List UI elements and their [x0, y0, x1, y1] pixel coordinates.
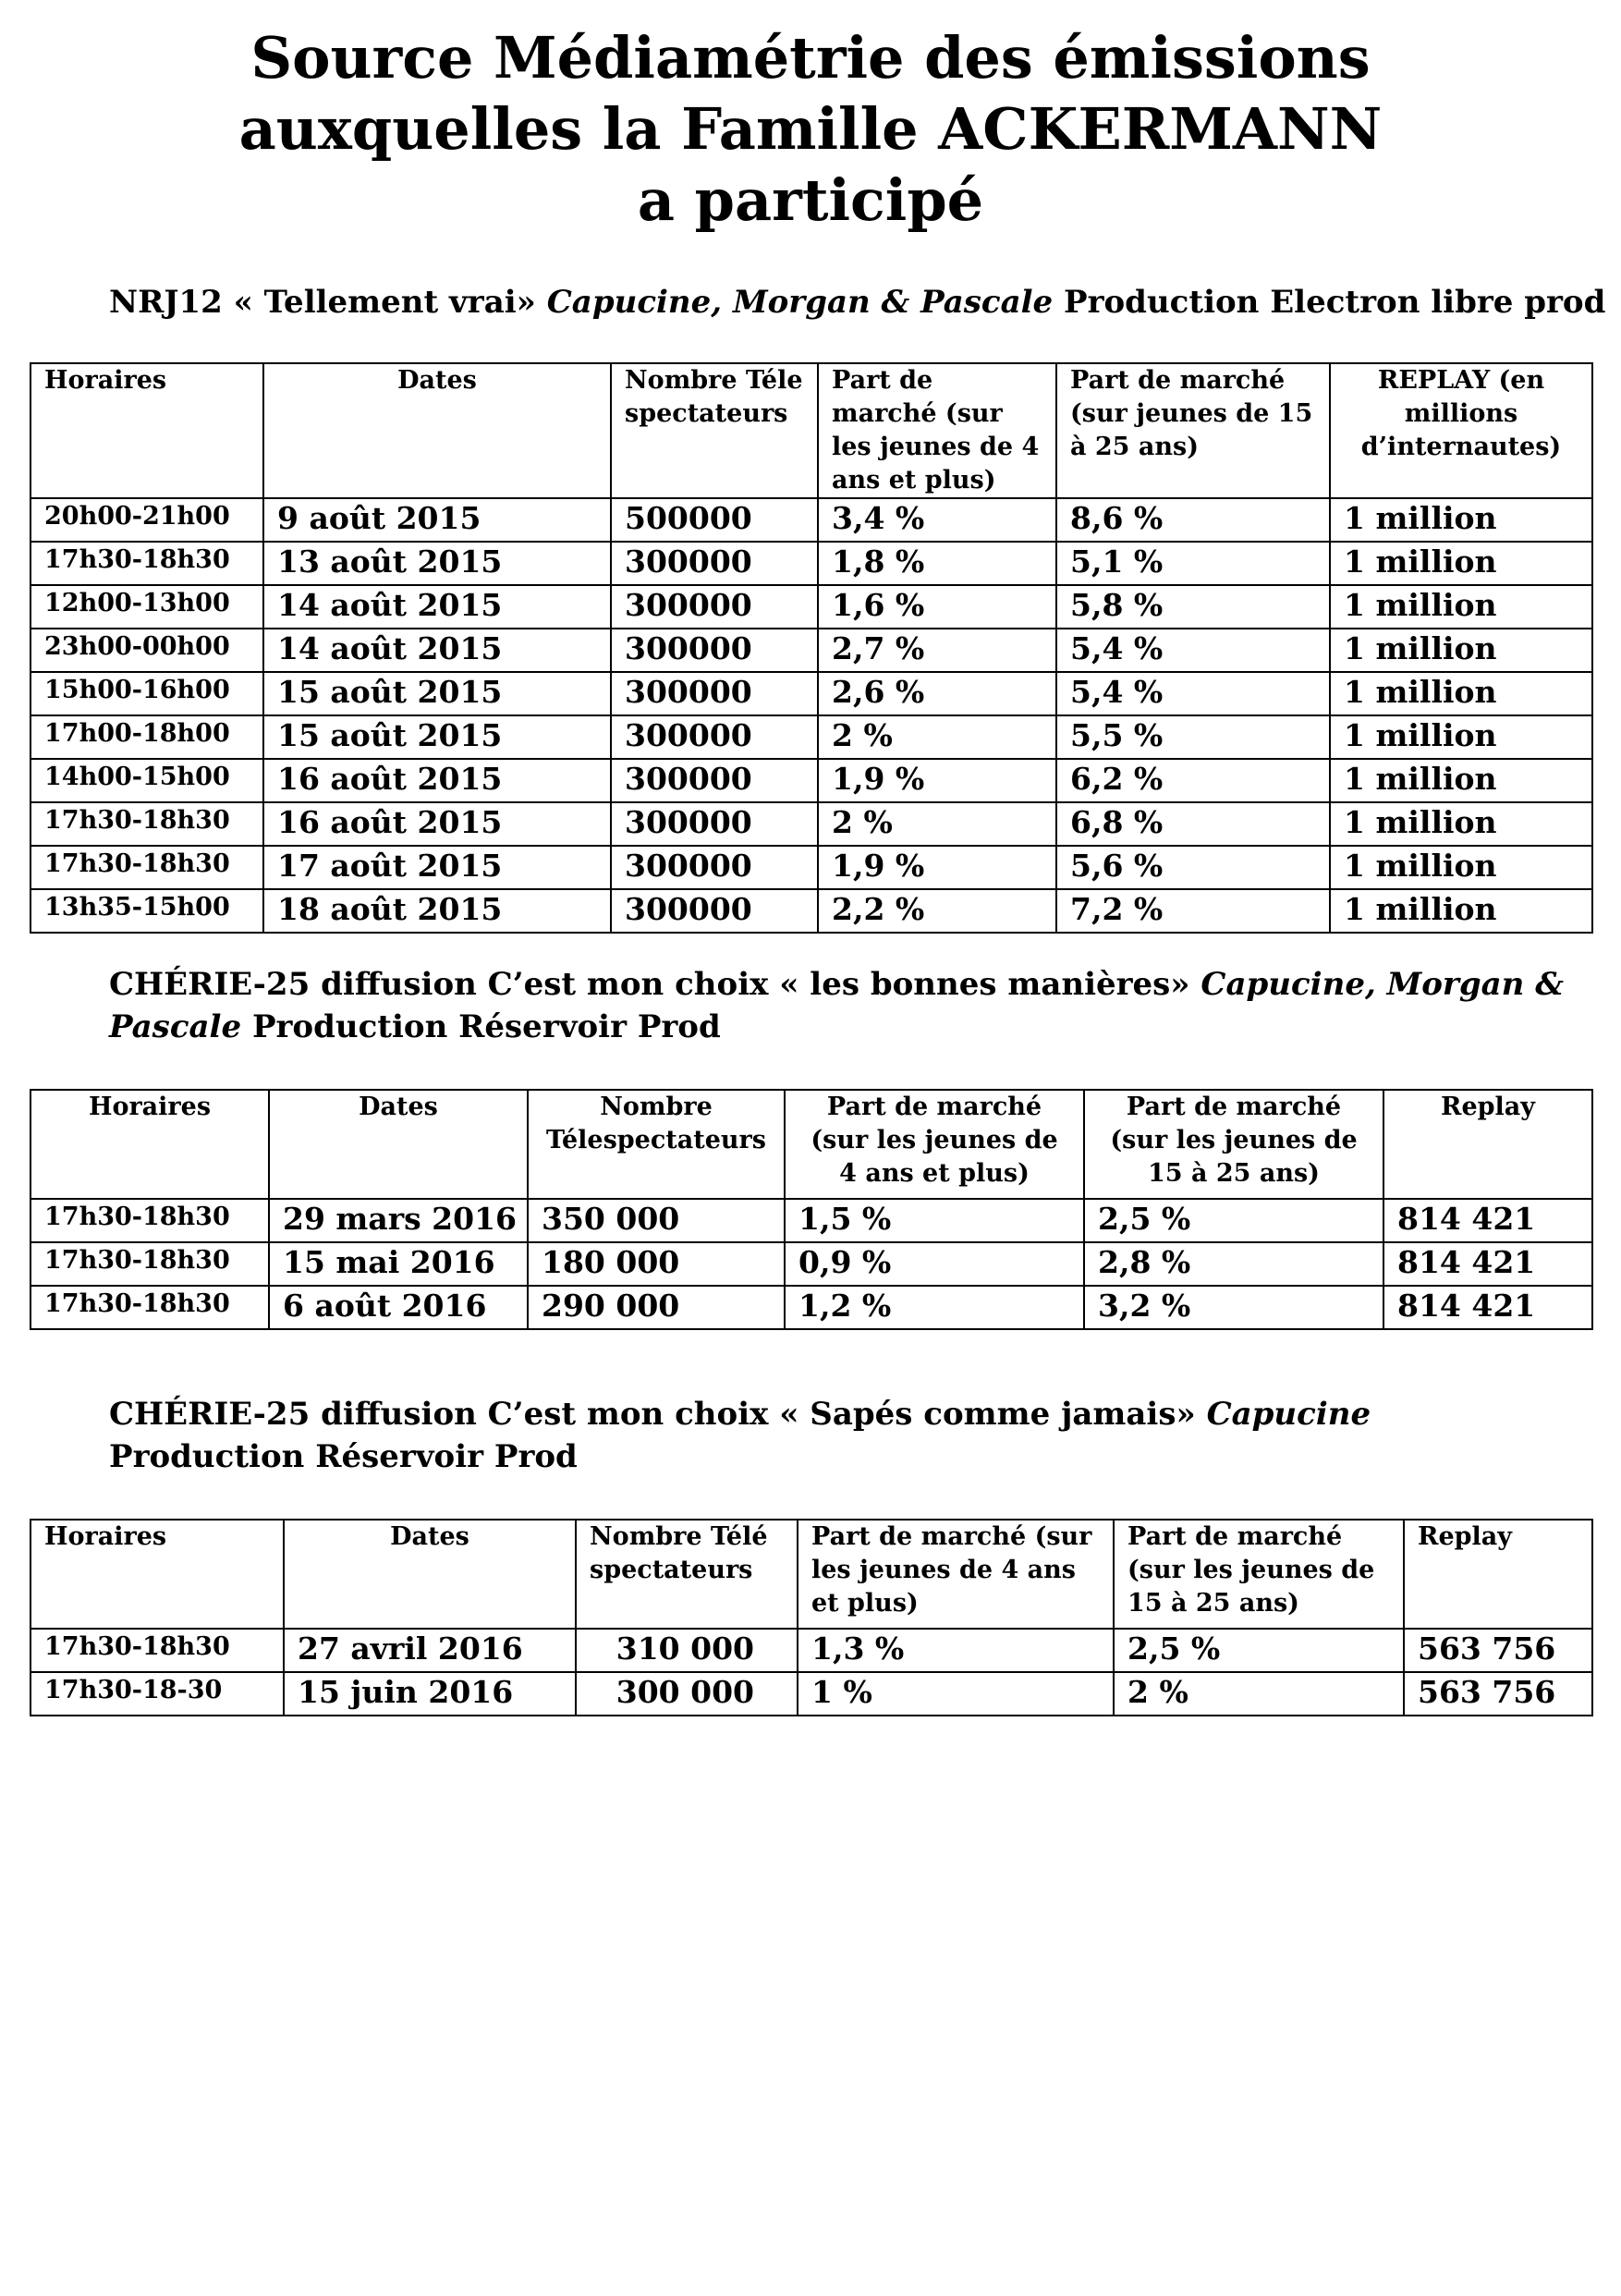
table-cell: 5,6 %	[1056, 846, 1330, 889]
table-cell: 2,8 %	[1084, 1242, 1383, 1286]
table-cell: 563 756	[1404, 1629, 1592, 1672]
table-cell: 16 août 2015	[263, 759, 611, 802]
table-cell: 15h00-16h00	[30, 672, 263, 715]
table-cell: 1,2 %	[785, 1286, 1084, 1329]
table-cell: 0,9 %	[785, 1242, 1084, 1286]
table-cell: 9 août 2015	[263, 498, 611, 542]
table-cell: 6,8 %	[1056, 802, 1330, 846]
table-row	[30, 672, 1592, 715]
table-cell: 5,4 %	[1056, 629, 1330, 672]
table-cell: 1 million	[1330, 542, 1592, 585]
table-cell: 17 août 2015	[263, 846, 611, 889]
table-cell: 300000	[611, 542, 818, 585]
table-cell: 350 000	[528, 1199, 785, 1242]
table-row	[30, 629, 1592, 672]
table-cell: 1 million	[1330, 715, 1592, 759]
column-header: Part de marché (sur les jeunes de 4 ans et plus)	[798, 1520, 1114, 1629]
table-cell: 5,1 %	[1056, 542, 1330, 585]
table-cell: 1 million	[1330, 846, 1592, 889]
table-cell: 15 mai 2016	[269, 1242, 528, 1286]
table-cell: 500000	[611, 498, 818, 542]
column-header: Dates	[269, 1090, 528, 1199]
table-cell: 1,3 %	[798, 1629, 1114, 1672]
table-cell: 17h30-18h30	[30, 542, 263, 585]
section3-heading-participants: Capucine	[1206, 1396, 1371, 1433]
table-row	[30, 1286, 1592, 1329]
table-cell: 13h35-15h00	[30, 889, 263, 933]
table-cell: 20h00-21h00	[30, 498, 263, 542]
table-cell: 2,7 %	[818, 629, 1056, 672]
table-row	[30, 759, 1592, 802]
table-cell: 14 août 2015	[263, 585, 611, 629]
section1-heading-participants: Capucine, Morgan & Pascale	[546, 284, 1054, 321]
table-cell: 5,4 %	[1056, 672, 1330, 715]
table-cell: 814 421	[1383, 1286, 1592, 1329]
table-cell: 1,6 %	[818, 585, 1056, 629]
column-header: Part de marché (sur jeunes de 15 à 25 ans)	[1056, 363, 1330, 498]
table-cell: 1,9 %	[818, 759, 1056, 802]
table-cell: 14 août 2015	[263, 629, 611, 672]
table-cell: 300000	[611, 802, 818, 846]
column-header: Replay	[1383, 1090, 1592, 1199]
column-header: Nombre Télé spectateurs	[576, 1520, 798, 1629]
table-cell: 1,5 %	[785, 1199, 1084, 1242]
section1-heading-production: Production Electron libre prod	[1053, 284, 1606, 321]
table-cell: 2,5 %	[1114, 1629, 1404, 1672]
column-header: Horaires	[30, 1520, 284, 1629]
title-line-2: auxquelles la Famille ACKERMANN	[238, 95, 1383, 163]
table-cell: 310 000	[576, 1629, 798, 1672]
column-header: Replay	[1404, 1520, 1592, 1629]
table-row	[30, 585, 1592, 629]
table-row	[30, 498, 1592, 542]
table-cell: 2,2 %	[818, 889, 1056, 933]
table-cell: 814 421	[1383, 1242, 1592, 1286]
table-header-row	[30, 1520, 1592, 1629]
column-header: Nombre Télespectateurs	[528, 1090, 785, 1199]
table-cell: 16 août 2015	[263, 802, 611, 846]
table-cell: 2 %	[818, 802, 1056, 846]
table-cell: 300000	[611, 715, 818, 759]
table-cell: 27 avril 2016	[284, 1629, 576, 1672]
section1-heading	[109, 281, 1605, 324]
table-cell: 17h30-18h30	[30, 1286, 269, 1329]
table-cell: 1,9 %	[818, 846, 1056, 889]
section2-heading	[109, 963, 1564, 1048]
table-header-row	[30, 1090, 1592, 1199]
section3-heading-text: CHÉRIE-25 diffusion C’est mon choix « Sapés comme jamais»	[109, 1396, 1207, 1433]
table-cell: 5,8 %	[1056, 585, 1330, 629]
section2-heading-production: Production Réservoir Prod	[241, 1008, 721, 1045]
table-cell: 3,4 %	[818, 498, 1056, 542]
section1-table	[30, 362, 1593, 934]
table-cell: 15 août 2015	[263, 715, 611, 759]
table-cell: 17h30-18h30	[30, 1199, 269, 1242]
table-row	[30, 715, 1592, 759]
table-cell: 300000	[611, 889, 818, 933]
title-line-1: Source Médiamétrie des émissions	[250, 24, 1371, 92]
table-header-row	[30, 363, 1592, 498]
table-cell: 1 million	[1330, 759, 1592, 802]
table-cell: 6 août 2016	[269, 1286, 528, 1329]
section3-heading-production: Production Réservoir Prod	[109, 1438, 578, 1475]
table-cell: 2,5 %	[1084, 1199, 1383, 1242]
section2-table	[30, 1089, 1593, 1330]
table-cell: 8,6 %	[1056, 498, 1330, 542]
column-header: Part de marché (sur les jeunes de 15 à 25 ans)	[1114, 1520, 1404, 1629]
table-cell: 814 421	[1383, 1199, 1592, 1242]
table-cell: 300000	[611, 846, 818, 889]
column-header: Horaires	[30, 1090, 269, 1199]
table-cell: 563 756	[1404, 1672, 1592, 1716]
section2-heading-participant-last: Pascale	[109, 1008, 242, 1045]
table-cell: 17h30-18h30	[30, 802, 263, 846]
table-cell: 300000	[611, 672, 818, 715]
table-cell: 18 août 2015	[263, 889, 611, 933]
table-cell: 290 000	[528, 1286, 785, 1329]
table-row	[30, 1242, 1592, 1286]
table-row	[30, 889, 1592, 933]
column-header: REPLAY (en millions d’internautes)	[1330, 363, 1592, 498]
table-cell: 1 million	[1330, 585, 1592, 629]
column-header: Part de marché (sur les jeunes de 4 ans et plus)	[818, 363, 1056, 498]
section3-table	[30, 1519, 1593, 1716]
table-cell: 6,2 %	[1056, 759, 1330, 802]
table-row	[30, 1199, 1592, 1242]
column-header: Dates	[263, 363, 611, 498]
table-cell: 17h30-18h30	[30, 1242, 269, 1286]
section2-heading-participants: Capucine, Morgan &	[1201, 966, 1564, 1003]
table-cell: 1 million	[1330, 629, 1592, 672]
table-cell: 3,2 %	[1084, 1286, 1383, 1329]
table-cell: 1 million	[1330, 672, 1592, 715]
table-row	[30, 542, 1592, 585]
table-row	[30, 1629, 1592, 1672]
table-row	[30, 802, 1592, 846]
table-cell: 180 000	[528, 1242, 785, 1286]
table-cell: 2 %	[1114, 1672, 1404, 1716]
table-cell: 23h00-00h00	[30, 629, 263, 672]
section1-heading-text: NRJ12 « Tellement vrai»	[109, 284, 547, 321]
table-cell: 13 août 2015	[263, 542, 611, 585]
table-cell: 2 %	[818, 715, 1056, 759]
table-cell: 300000	[611, 629, 818, 672]
section3-heading	[109, 1393, 1371, 1478]
column-header: Horaires	[30, 363, 263, 498]
table-cell: 300000	[611, 585, 818, 629]
table-cell: 300000	[611, 759, 818, 802]
table-cell: 1 million	[1330, 802, 1592, 846]
table-cell: 15 juin 2016	[284, 1672, 576, 1716]
table-cell: 17h30-18-30	[30, 1672, 284, 1716]
section2-heading-text: CHÉRIE-25 diffusion C’est mon choix « les bonnes manières»	[109, 966, 1201, 1003]
table-cell: 300 000	[576, 1672, 798, 1716]
table-cell: 7,2 %	[1056, 889, 1330, 933]
column-header: Part de marché (sur les jeunes de 15 à 25 ans)	[1084, 1090, 1383, 1199]
column-header: Part de marché (sur les jeunes de 4 ans et plus)	[785, 1090, 1084, 1199]
column-header: Dates	[284, 1520, 576, 1629]
table-cell: 1 million	[1330, 889, 1592, 933]
table-row	[30, 1672, 1592, 1716]
title-line-3: a participé	[637, 166, 984, 234]
table-cell: 15 août 2015	[263, 672, 611, 715]
table-cell: 14h00-15h00	[30, 759, 263, 802]
table-cell: 17h30-18h30	[30, 1629, 284, 1672]
column-header: Nombre Téle spectateurs	[611, 363, 818, 498]
table-cell: 5,5 %	[1056, 715, 1330, 759]
table-cell: 17h00-18h00	[30, 715, 263, 759]
table-cell: 1,8 %	[818, 542, 1056, 585]
table-cell: 29 mars 2016	[269, 1199, 528, 1242]
table-row	[30, 846, 1592, 889]
table-cell: 12h00-13h00	[30, 585, 263, 629]
table-cell: 17h30-18h30	[30, 846, 263, 889]
table-cell: 2,6 %	[818, 672, 1056, 715]
table-cell: 1 %	[798, 1672, 1114, 1716]
page-title	[0, 22, 1621, 236]
table-cell: 1 million	[1330, 498, 1592, 542]
